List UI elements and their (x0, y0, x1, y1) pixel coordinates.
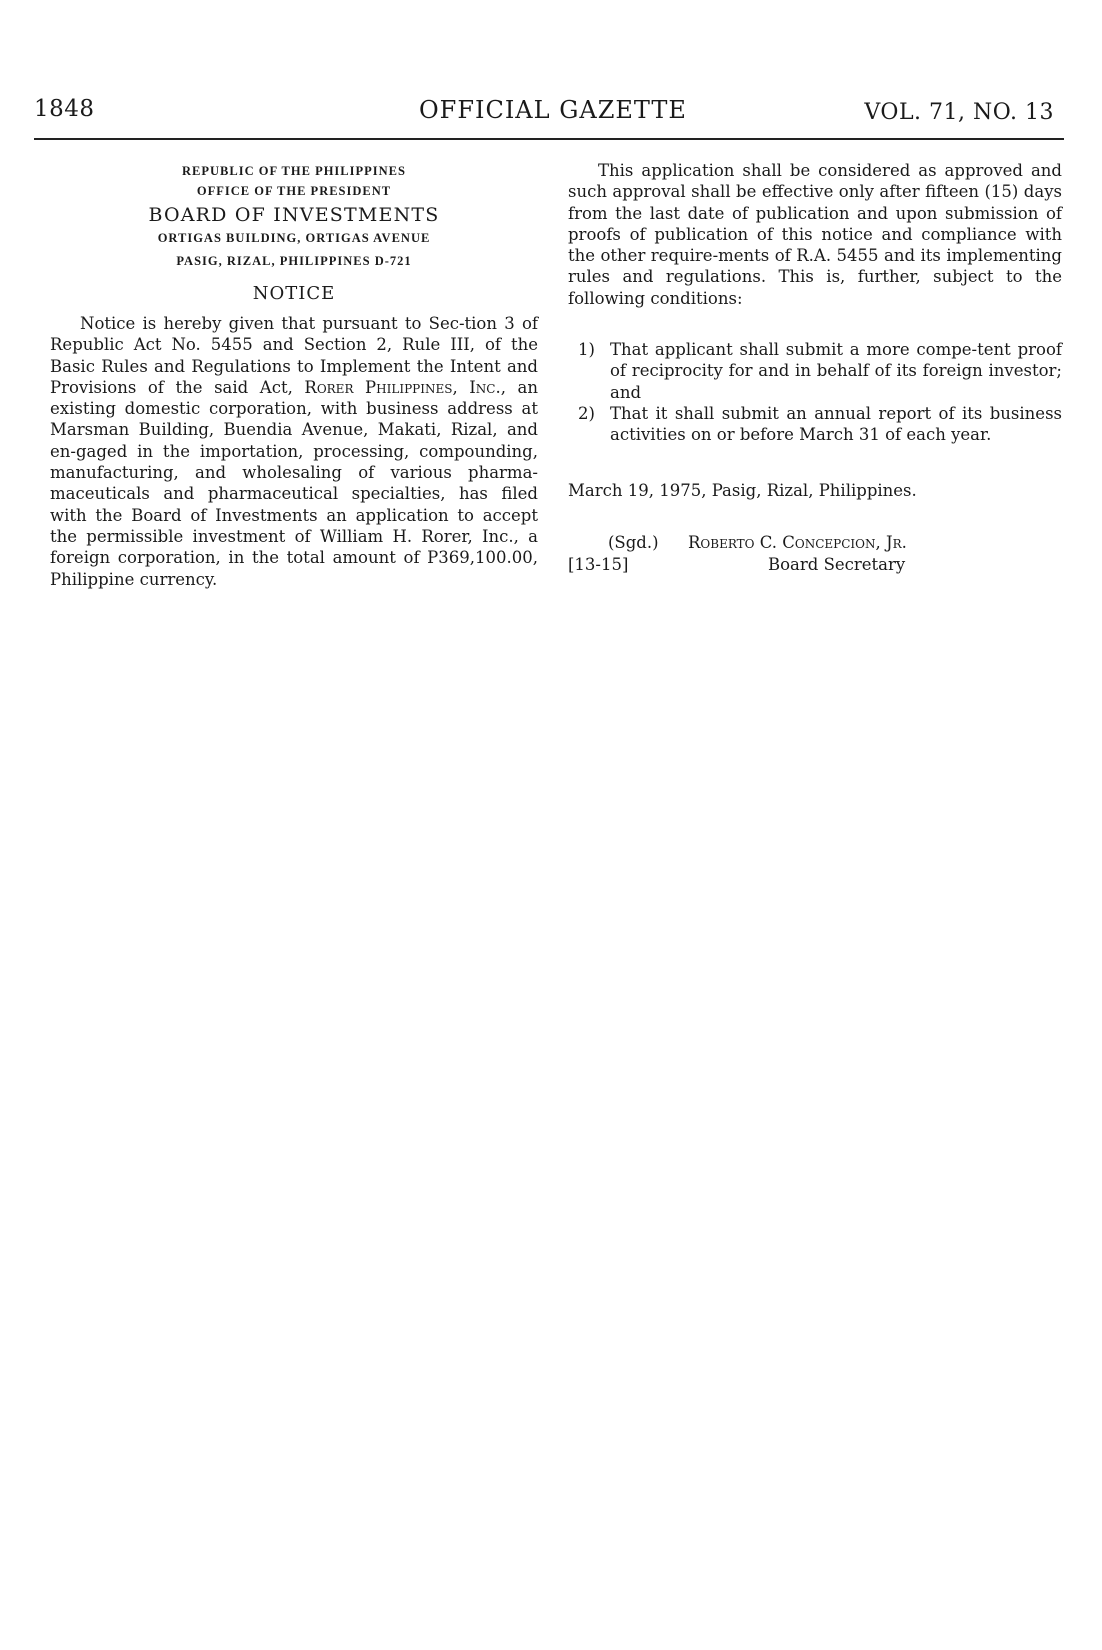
caption-address-line1: ORTIGAS BUILDING, ORTIGAS AVENUE (157, 231, 431, 245)
caption-board: BOARD OF INVESTMENTS (148, 204, 440, 226)
signatory-title: Board Secretary (768, 554, 906, 574)
caption-republic: REPUBLIC OF THE PHILIPPINES (182, 164, 406, 178)
condition-item (568, 339, 1062, 403)
condition-number: 1) (578, 340, 595, 360)
caption-office: OFFICE OF THE PRESIDENT (196, 184, 392, 198)
page-header (34, 96, 1064, 136)
issue-reference: [13-15] (568, 554, 629, 574)
condition-text: That it shall submit an annual report of its business activities on or before March 31 of each year. (610, 403, 1062, 445)
date-line: March 19, 1975, Pasig, Rizal, Philippines. (568, 480, 917, 500)
notice-text-part2: , an existing domestic corporation, with business address at Marsman Building, Buendia Avenue, Makati, Rizal, and en-gaged in the importation, processing, compounding, manufacturing, and wholesaling of various pharma-maceuticals and pharmaceutical specialties, has filed with the Board of Investments an application to accept the permissible investment of William H. Rorer, Inc., a foreign corporation, in the total amount of P369,100.00, Philippine currency. (50, 377, 538, 589)
notice-paragraph (50, 313, 538, 590)
page-number: 1848 (34, 96, 95, 122)
volume-number: VOL. 71, NO. 13 (864, 100, 1054, 125)
company-name: Rorer Philippines, Inc. (304, 377, 501, 397)
condition-text: That applicant shall submit a more compe-tent proof of reciprocity for and in behalf of its foreign investor; and (610, 340, 1062, 402)
right-column (568, 160, 1062, 580)
notice-heading: NOTICE (252, 283, 336, 304)
approval-paragraph: This application shall be considered as approved and such approval shall be effective only after fifteen (15) days from the last date of publication and upon submission of proofs of publication of this notice and compliance with the other require-ments of R.A. 5455 and its implementing rules and regulations. This is, further, subject to the following conditions: (568, 161, 1062, 308)
condition-number: 2) (578, 403, 595, 423)
publication-title: OFFICIAL GAZETTE (419, 96, 687, 124)
notice-text-part1: Notice is hereby given that pursuant to Sec-tion 3 of Republic Act No. 5455 and Section 2, Rule III, of the Basic Rules and Regulations to Implement the Intent and Provisions of the said Act, (50, 314, 538, 397)
caption-address-line2: PASIG, RIZAL, PHILIPPINES D-721 (176, 254, 412, 268)
signature-block (568, 532, 1062, 580)
header-rule (34, 138, 1064, 140)
notice-caption (50, 160, 538, 273)
conditions-list (568, 339, 1062, 445)
left-column (50, 160, 538, 590)
condition-item (568, 403, 1062, 446)
signatory-name: Roberto C. Concepcion, Jr. (688, 532, 907, 552)
signed-mark: (Sgd.) (608, 532, 659, 552)
